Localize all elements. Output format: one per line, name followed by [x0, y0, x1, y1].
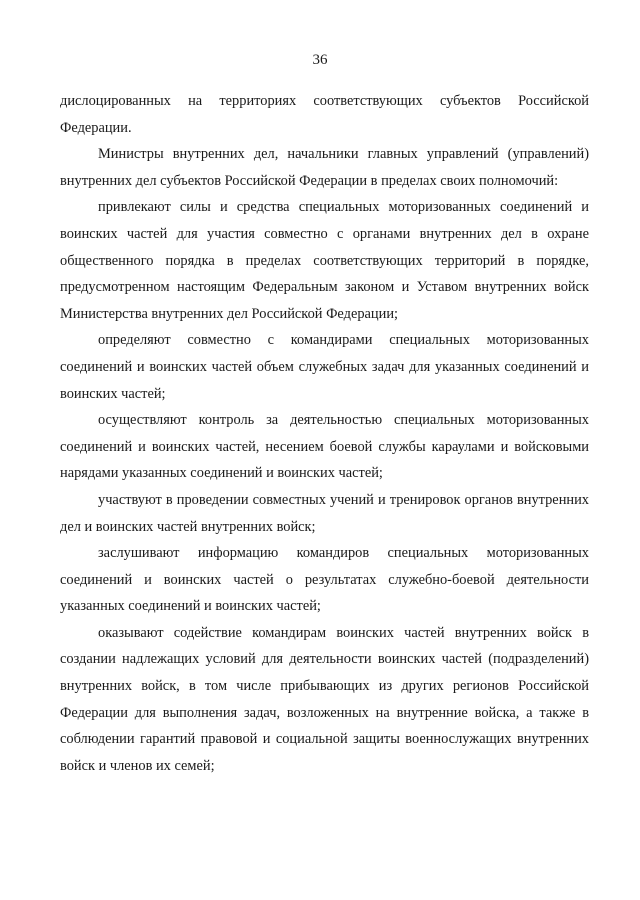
- paragraph-assist-commanders: оказывают содействие командирам воинских частей внутренних войск в создании надлежащих условий для деятельности воинских частей (подразделений) внутренних войск, в том числе прибывающих из других регионов Российской Федерации для выполнения задач, возложенных на внутренние войска, а также в соблюдении гарантий правовой и социальной защиты военнослужащих внутренних войск и членов их семей;: [60, 624, 589, 774]
- paragraph-control: осуществляют контроль за деятельностью специальных моторизованных соединений и воинских частей, несением боевой службы караулами и войсковыми нарядами указанных соединений и воинских частей;: [60, 412, 589, 482]
- paragraph-ministers-powers: Министры внутренних дел, начальники главных управлений (управлений) внутренних дел субъектов Российской Федерации в пределах своих полномочий:: [60, 146, 589, 189]
- page-number: 36: [312, 52, 328, 68]
- paragraph-define-tasks: определяют совместно с командирами специальных моторизованных соединений и воинских частей объем служебных задач для указанных соединений и воинских частей;: [60, 332, 589, 402]
- paragraph-continuation: дислоцированных на территориях соответствующих субъектов Российской Федерации.: [60, 93, 589, 136]
- paragraph-attract-forces: привлекают силы и средства специальных моторизованных соединений и воинских частей для участия совместно с органами внутренних дел в охране общественного порядка в пределах соответствующих территорий в порядке, предусмотренном настоящим Федеральным законом и Уставом внутренних войск Министерства внутренних дел Российской Федерации;: [60, 199, 589, 322]
- paragraph-joint-exercises: участвуют в проведении совместных учений и тренировок органов внутренних дел и воинских частей внутренних войск;: [60, 491, 589, 535]
- paragraph-hear-reports: заслушивают информацию командиров специальных моторизованных соединений и воинских частей о результатах служебно-боевой деятельности указанных соединений и воинских частей;: [60, 545, 589, 615]
- document-body: [60, 88, 589, 779]
